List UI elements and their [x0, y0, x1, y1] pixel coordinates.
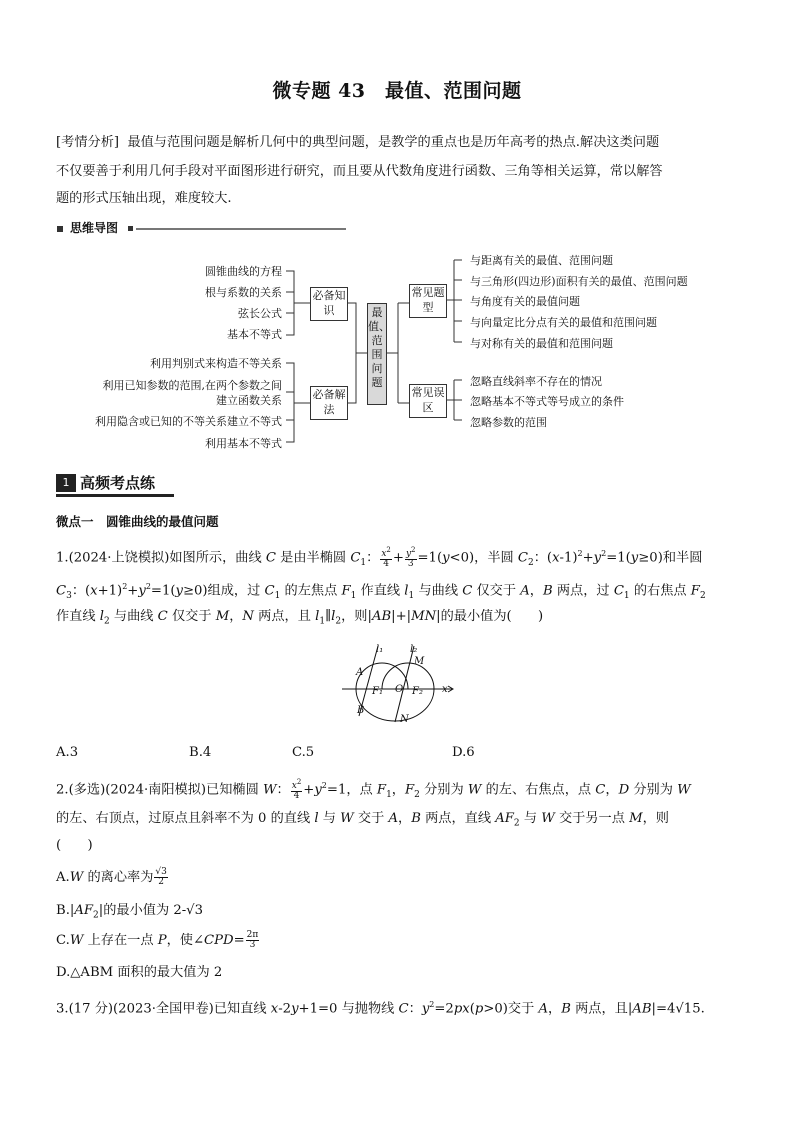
- mindmap-right-top-item-4: 与向量定比分点有关的最值和范围问题: [470, 316, 657, 329]
- intro-line-1: [56, 131, 659, 155]
- mindmap-header-line: [136, 228, 346, 230]
- fig-label-A: A: [356, 667, 364, 678]
- q2-option-a: A.W 的离心率为 $\frac{√3}{2}$: [56, 867, 167, 887]
- fig-label-B: B: [357, 705, 365, 716]
- mindmap-right-top-item-5: 与对称有关的最值和范围问题: [470, 337, 613, 350]
- mindmap-left-top-item-2: 根与系数的关系: [205, 286, 282, 299]
- intro-line-3: 题的形式压轴出现，难度较大.: [56, 191, 232, 206]
- mindmap-box-types: 常见题型: [409, 284, 447, 318]
- mindmap-header: 思维导图: [70, 221, 119, 235]
- intro-line-2: 不仅要善于利用几何手段对平面图形进行研究，而且要从代数角度进行函数、三角等相关运算，常以解答: [56, 164, 663, 179]
- q1-option-a: A.3: [56, 745, 79, 760]
- fig-label-l1: l₁: [376, 644, 384, 655]
- mindmap-left-bottom-item-4: 利用隐含或已知的不等关系建立不等式: [95, 415, 282, 428]
- intro-text-1: 最值与范围问题是解析几何中的典型问题，是教学的重点也是历年高考的热点.解决这类问题: [127, 135, 660, 150]
- section-underline: [56, 494, 174, 497]
- mindmap-left-bottom-item-1: 利用判别式来构造不等关系: [150, 357, 282, 370]
- subsection-title: 微点一 圆锥曲线的最值问题: [56, 514, 219, 529]
- mindmap-right-bottom-item-2: 忽略基本不等式等号成立的条件: [470, 395, 624, 408]
- q1-option-b: B.4: [189, 745, 212, 760]
- mindmap-left-bottom-item-5: 利用基本不等式: [205, 437, 282, 450]
- q1-option-c: C.5: [292, 745, 315, 760]
- intro-tag: [考情分析]: [56, 135, 120, 150]
- fig-label-F2: F₂: [412, 686, 423, 697]
- mindmap-left-top-item-4: 基本不等式: [227, 328, 282, 341]
- mindmap-box-knowledge: 必备知识: [310, 287, 348, 321]
- fig-label-l2: l₂: [410, 644, 418, 655]
- mindmap-header-dot: [128, 226, 133, 231]
- q1-line-3: 作直线 $l_2$ 与曲线 C 仅交于 M，N 两点，且 $l_1\parallel l_2$，则|AB|+|MN|的最小值为( ): [56, 609, 544, 627]
- q2-line-1: 2.(多选)(2024·南阳模拟)已知椭圆 W： $\frac{x^2}{4}$ $+y^2=1$，点 $F_1$，$F_2$ 分别为 W 的左、右焦点，点 C，D 分别为 W: [56, 778, 691, 802]
- q2-option-b: $B.|AF_2|$的最小值为 2-√3: [56, 903, 203, 921]
- mindmap-left-bottom-item-3: 建立函数关系: [216, 394, 282, 407]
- mindmap-box-pitfalls: 常见误区: [409, 384, 447, 418]
- q2-option-c: C.W 上存在一点 P，使∠CPD= $\frac{2\pi}{3}$: [56, 930, 259, 950]
- mindmap-right-top-item-2: 与三角形(四边形)面积有关的最值、范围问题: [470, 275, 688, 288]
- mindmap-header-marker: [57, 226, 63, 232]
- mindmap-center: 最值、范围问题: [367, 303, 387, 405]
- section-icon: 1: [56, 474, 76, 492]
- q1-line-2: $C_3$：$(x+1)^2+y^2=1(y\ge 0)$组成，过 $C_1$ 的左焦点 $F_1$ 作直线 $l_1$ 与曲线 C 仅交于 A，B 两点，过 $C_1$ 的右焦点 $F_2$: [56, 582, 706, 602]
- q3-line-1: 3.(17 分)(2023·全国甲卷)已知直线 x-2y+1=0 与抛物线 C：$y^2=2px(p>0)$交于 A，B 两点，且|AB|=4√15.: [56, 1000, 705, 1017]
- fig-label-M: M: [414, 656, 425, 667]
- mindmap-left-bottom-item-2: 利用已知参数的范围,在两个参数之间: [102, 379, 282, 392]
- fig-label-O: O: [395, 684, 404, 695]
- mindmap-right-top-item-3: 与角度有关的最值问题: [470, 295, 580, 308]
- fig-label-x: x: [442, 684, 448, 695]
- q2-line-3: ( ): [56, 838, 93, 853]
- page-title: 微专题 43 最值、范围问题: [272, 80, 522, 102]
- q2-line-2: 的左、右顶点，过原点且斜率不为 0 的直线 l 与 W 交于 A，B 两点，直线 $AF_2$ 与 W 交于另一点 M，则: [56, 811, 669, 829]
- q1-line-1: 1.(2024·上饶模拟)如图所示，曲线 C 是由半椭圆 $C_1$： $\frac{x^2}{4}$ + $\frac{y^2}{3}$ =1(y<0)，半圆 $C_2$：$(x-1)^2+y^2=1(y\ge 0)$和半圆: [56, 546, 703, 570]
- mindmap-left-top-item-3: 弦长公式: [238, 307, 282, 320]
- mindmap-box-method: 必备解法: [310, 386, 348, 420]
- fig-label-F1: F₁: [372, 686, 383, 697]
- q2-option-d: D.△ABM 面积的最大值为 2: [56, 965, 223, 980]
- mindmap-right-bottom-item-1: 忽略直线斜率不存在的情况: [470, 375, 602, 388]
- mindmap-right-top-item-1: 与距离有关的最值、范围问题: [470, 254, 613, 267]
- mindmap-right-bottom-item-3: 忽略参数的范围: [470, 416, 547, 429]
- mindmap-left-top-item-1: 圆锥曲线的方程: [205, 265, 282, 278]
- fig-label-N: N: [400, 714, 409, 725]
- q1-option-d: D.6: [452, 745, 475, 760]
- section-title: 高频考点练: [80, 474, 156, 492]
